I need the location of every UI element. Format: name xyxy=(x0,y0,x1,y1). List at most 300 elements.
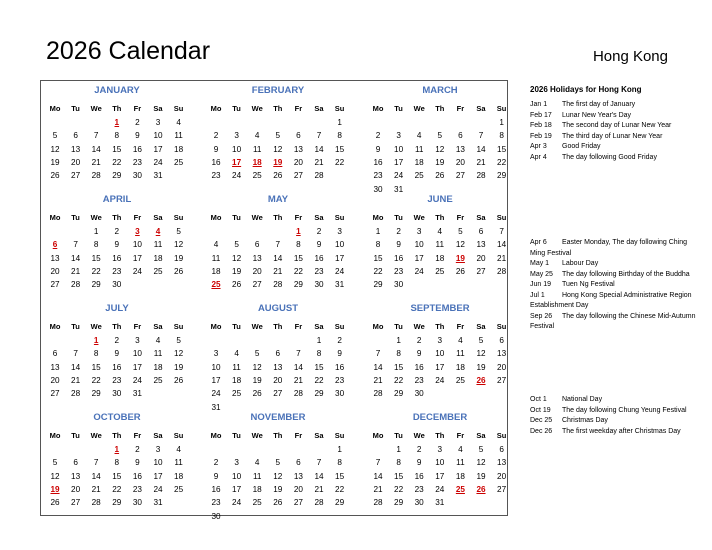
day-cell: 20 xyxy=(50,375,60,385)
day-cell: 30 xyxy=(112,389,122,399)
holiday-name: Lunar New Year's Day xyxy=(562,111,632,119)
day-cell: 2 xyxy=(114,336,120,345)
day-cell: 3 xyxy=(234,458,239,468)
day-cell: 30 xyxy=(112,280,122,290)
day-cell: 31 xyxy=(435,498,445,508)
day-cell: 29 xyxy=(91,389,101,399)
holiday-date: Dec 26 xyxy=(530,427,553,435)
holiday-group xyxy=(530,395,700,437)
day-cell: 7 xyxy=(73,349,78,359)
weekday-header: Th xyxy=(435,104,445,113)
day-cell: 22 xyxy=(293,266,303,276)
month-name: FEBRUARY xyxy=(251,85,305,96)
day-cell: 18 xyxy=(252,484,262,494)
day-cell: 4 xyxy=(234,349,239,359)
day-cell: 4 xyxy=(437,227,443,236)
day-cell: 11 xyxy=(174,131,183,141)
day-cell: 22 xyxy=(335,484,345,494)
day-cell: 13 xyxy=(252,253,262,263)
day-cell: 21 xyxy=(91,484,101,494)
day-cell: 21 xyxy=(476,157,486,167)
day-cell: 6 xyxy=(458,131,463,141)
day-cell: 16 xyxy=(211,484,221,494)
day-cell: 6 xyxy=(499,445,504,454)
holiday-day-cell: 19 xyxy=(455,253,465,263)
holiday-item xyxy=(530,100,700,111)
day-cell: 9 xyxy=(316,240,322,250)
day-cell: 15 xyxy=(112,144,122,154)
day-cell: 4 xyxy=(213,240,219,250)
day-cell: 2 xyxy=(396,227,401,236)
holiday-date: Oct 1 xyxy=(530,396,547,403)
day-cell: 18 xyxy=(414,157,424,167)
holiday-item xyxy=(530,238,700,259)
day-cell: 29 xyxy=(112,498,122,508)
weekday-header: Th xyxy=(273,213,283,222)
holiday-day-cell: 1 xyxy=(296,227,301,236)
day-cell: 25 xyxy=(232,389,242,399)
day-cell: 19 xyxy=(273,484,283,494)
day-cell: 9 xyxy=(416,458,422,468)
day-cell: 13 xyxy=(50,362,60,372)
day-cell: 8 xyxy=(396,349,401,359)
day-cell: 18 xyxy=(435,253,445,263)
month-name: APRIL xyxy=(102,194,132,205)
weekday-header: Su xyxy=(173,322,184,331)
day-cell: 22 xyxy=(91,266,101,276)
day-cell: 6 xyxy=(254,240,260,250)
day-cell: 15 xyxy=(497,144,507,154)
day-cell: 3 xyxy=(416,227,422,236)
day-cell: 26 xyxy=(174,266,184,276)
day-cell: 11 xyxy=(456,349,465,359)
day-cell: 20 xyxy=(293,484,303,494)
day-cell: 5 xyxy=(478,336,484,345)
day-cell: 8 xyxy=(296,240,301,250)
day-cell: 8 xyxy=(499,131,504,141)
day-cell: 24 xyxy=(132,375,142,385)
weekday-header: We xyxy=(251,104,263,113)
day-cell: 23 xyxy=(112,266,122,276)
day-cell: 25 xyxy=(435,266,445,276)
weekday-header: We xyxy=(413,431,425,440)
day-cell: 3 xyxy=(437,445,443,454)
day-cell: 14 xyxy=(314,471,324,481)
holiday-item xyxy=(530,416,700,427)
day-cell: 13 xyxy=(273,362,283,372)
holiday-day-cell: 18 xyxy=(252,157,262,167)
day-cell: 25 xyxy=(153,375,163,385)
day-cell: 22 xyxy=(373,266,383,276)
day-cell: 6 xyxy=(296,131,301,141)
month-name: JULY xyxy=(105,303,129,314)
day-cell: 17 xyxy=(394,157,404,167)
holiday-day-cell: 25 xyxy=(455,484,465,494)
day-cell: 4 xyxy=(176,118,181,127)
weekday-header: Mo xyxy=(210,213,222,222)
day-cell: 7 xyxy=(73,240,78,250)
holiday-name: The day following the Chinese Mid-Autumn Festival xyxy=(530,312,696,330)
holidays-title: 2026 Holidays for Hong Kong xyxy=(530,85,642,94)
day-cell: 21 xyxy=(373,484,383,494)
holiday-item xyxy=(530,111,700,122)
day-cell: 3 xyxy=(135,336,140,345)
day-cell: 25 xyxy=(455,375,465,385)
day-cell: 13 xyxy=(497,458,507,468)
weekday-header: Mo xyxy=(210,431,222,440)
weekday-header: Tu xyxy=(394,431,403,440)
holiday-item xyxy=(530,121,700,132)
day-cell: 1 xyxy=(396,336,401,345)
day-cell: 12 xyxy=(174,349,184,359)
day-cell: 14 xyxy=(373,362,383,372)
day-cell: 9 xyxy=(396,240,401,250)
day-cell: 24 xyxy=(153,484,163,494)
day-cell: 3 xyxy=(396,131,401,141)
holiday-name: Christmas Day xyxy=(562,417,608,424)
day-cell: 10 xyxy=(211,362,221,372)
weekday-header: Th xyxy=(112,104,122,113)
day-cell: 14 xyxy=(91,144,101,154)
day-cell: 26 xyxy=(174,375,184,385)
day-cell: 27 xyxy=(455,171,465,181)
weekday-header: Su xyxy=(496,104,507,113)
weekday-header: We xyxy=(413,104,425,113)
day-cell: 27 xyxy=(71,171,81,181)
holiday-date: May 25 xyxy=(530,270,553,278)
day-cell: 19 xyxy=(50,157,60,167)
day-cell: 20 xyxy=(497,362,507,372)
holiday-name: National Day xyxy=(562,396,603,403)
day-cell: 28 xyxy=(91,171,101,181)
day-cell: 23 xyxy=(132,484,142,494)
day-cell: 22 xyxy=(394,484,404,494)
day-cell: 20 xyxy=(497,471,507,481)
day-cell: 17 xyxy=(335,253,345,263)
day-cell: 20 xyxy=(293,157,303,167)
day-cell: 27 xyxy=(476,266,486,276)
day-cell: 12 xyxy=(455,240,465,250)
day-cell: 18 xyxy=(174,471,184,481)
weekday-header: Fr xyxy=(133,213,142,222)
weekday-header: Tu xyxy=(232,104,241,113)
day-cell: 30 xyxy=(314,280,324,290)
day-cell: 30 xyxy=(373,184,383,194)
weekday-header: Mo xyxy=(49,322,61,331)
day-cell: 30 xyxy=(335,389,345,399)
holiday-date: Sep 26 xyxy=(530,312,553,320)
weekday-header: Su xyxy=(496,431,507,440)
holiday-date: Jan 1 xyxy=(530,101,548,108)
weekday-header: We xyxy=(90,213,102,222)
day-cell: 28 xyxy=(71,389,81,399)
day-cell: 9 xyxy=(114,349,120,359)
weekday-header: Sa xyxy=(153,104,163,113)
day-cell: 23 xyxy=(414,375,424,385)
day-cell: 24 xyxy=(435,375,445,385)
day-cell: 10 xyxy=(232,471,242,481)
holiday-name: The day following Chung Yeung Festival xyxy=(562,406,687,414)
day-cell: 21 xyxy=(314,484,324,494)
day-cell: 11 xyxy=(153,349,163,359)
day-cell: 23 xyxy=(211,498,221,508)
holiday-name: The first day of January xyxy=(562,101,636,108)
weekday-header: Su xyxy=(334,104,345,113)
day-cell: 19 xyxy=(252,375,262,385)
day-cell: 6 xyxy=(73,458,78,468)
weekday-header: Mo xyxy=(372,322,384,331)
weekday-header: Fr xyxy=(294,322,303,331)
day-cell: 19 xyxy=(435,157,445,167)
day-cell: 1 xyxy=(316,336,322,345)
day-cell: 24 xyxy=(414,266,424,276)
day-cell: 18 xyxy=(232,375,242,385)
day-cell: 9 xyxy=(416,349,422,359)
day-cell: 3 xyxy=(155,118,161,127)
day-cell: 8 xyxy=(316,349,322,359)
day-cell: 16 xyxy=(132,144,142,154)
day-cell: 10 xyxy=(232,144,242,154)
day-cell: 31 xyxy=(394,184,404,194)
day-cell: 25 xyxy=(174,157,184,167)
day-cell: 7 xyxy=(375,458,381,468)
day-cell: 18 xyxy=(153,253,163,263)
day-cell: 17 xyxy=(211,375,221,385)
day-cell: 30 xyxy=(394,280,404,290)
day-cell: 12 xyxy=(273,471,283,481)
weekday-header: Su xyxy=(173,431,184,440)
weekday-header: Sa xyxy=(153,322,163,331)
weekday-header: Fr xyxy=(294,431,303,440)
day-cell: 6 xyxy=(296,458,301,468)
day-cell: 14 xyxy=(497,240,507,250)
day-cell: 26 xyxy=(50,171,60,181)
holiday-name: Good Friday xyxy=(562,143,601,150)
weekday-header: We xyxy=(251,431,263,440)
day-cell: 1 xyxy=(337,445,342,454)
day-cell: 5 xyxy=(478,445,484,454)
day-cell: 9 xyxy=(135,131,140,141)
day-cell: 11 xyxy=(211,253,221,263)
day-cell: 20 xyxy=(71,157,81,167)
day-cell: 11 xyxy=(252,144,262,154)
day-cell: 19 xyxy=(476,471,486,481)
day-cell: 6 xyxy=(73,131,78,141)
day-cell: 21 xyxy=(314,157,324,167)
day-cell: 27 xyxy=(497,484,507,494)
day-cell: 5 xyxy=(52,458,58,468)
day-cell: 15 xyxy=(373,253,383,263)
day-cell: 5 xyxy=(176,336,181,345)
day-cell: 9 xyxy=(337,349,342,359)
day-cell: 16 xyxy=(112,362,122,372)
weekday-header: Su xyxy=(173,104,184,113)
day-cell: 26 xyxy=(455,266,465,276)
holiday-day-cell: 26 xyxy=(476,375,486,385)
day-cell: 17 xyxy=(132,362,142,372)
day-cell: 7 xyxy=(499,227,504,236)
weekday-header: Sa xyxy=(314,104,324,113)
day-cell: 28 xyxy=(497,266,507,276)
holiday-name: The day following Good Friday xyxy=(562,153,657,161)
day-cell: 14 xyxy=(71,253,81,263)
day-cell: 29 xyxy=(394,389,404,399)
day-cell: 20 xyxy=(71,484,81,494)
weekday-header: Mo xyxy=(49,431,61,440)
weekday-header: Su xyxy=(496,213,507,222)
day-cell: 29 xyxy=(112,171,122,181)
holiday-date: Dec 25 xyxy=(530,417,553,424)
day-cell: 14 xyxy=(373,471,383,481)
holiday-day-cell: 1 xyxy=(114,445,120,454)
day-cell: 27 xyxy=(497,375,507,385)
holiday-group xyxy=(530,238,700,333)
weekday-header: Fr xyxy=(294,104,303,113)
weekday-header: Su xyxy=(334,213,345,222)
day-cell: 5 xyxy=(254,349,260,359)
day-cell: 23 xyxy=(394,266,404,276)
day-cell: 17 xyxy=(153,471,163,481)
day-cell: 9 xyxy=(114,240,120,250)
holiday-item xyxy=(530,395,700,406)
holiday-date: Jun 19 xyxy=(530,281,552,288)
month-name: MARCH xyxy=(422,85,458,96)
day-cell: 16 xyxy=(414,362,424,372)
day-cell: 12 xyxy=(435,144,445,154)
day-cell: 12 xyxy=(252,362,262,372)
weekday-header: Tu xyxy=(71,104,80,113)
day-cell: 5 xyxy=(275,131,281,141)
holiday-item xyxy=(530,132,700,143)
month-name: DECEMBER xyxy=(412,412,468,423)
day-cell: 25 xyxy=(252,498,262,508)
day-cell: 10 xyxy=(153,458,163,468)
month-name: SEPTEMBER xyxy=(410,303,470,314)
weekday-header: Fr xyxy=(456,213,465,222)
holiday-date: Feb 17 xyxy=(530,111,552,119)
day-cell: 17 xyxy=(435,362,445,372)
day-cell: 24 xyxy=(153,157,163,167)
weekday-header: Fr xyxy=(133,431,142,440)
day-cell: 9 xyxy=(375,144,381,154)
weekday-header: Sa xyxy=(476,213,486,222)
day-cell: 27 xyxy=(50,280,60,290)
month-name: OCTOBER xyxy=(93,412,141,423)
day-cell: 20 xyxy=(50,266,60,276)
day-cell: 22 xyxy=(314,375,324,385)
day-cell: 21 xyxy=(373,375,383,385)
day-cell: 10 xyxy=(132,240,142,250)
day-cell: 17 xyxy=(435,471,445,481)
day-cell: 9 xyxy=(135,458,140,468)
day-cell: 28 xyxy=(476,171,486,181)
weekday-header: We xyxy=(90,104,102,113)
weekday-header: We xyxy=(413,322,425,331)
weekday-header: Su xyxy=(173,213,184,222)
holiday-date: Feb 18 xyxy=(530,122,552,129)
day-cell: 10 xyxy=(132,349,142,359)
day-cell: 28 xyxy=(273,280,283,290)
day-cell: 7 xyxy=(478,131,484,141)
day-cell: 7 xyxy=(375,349,381,359)
weekday-header: Th xyxy=(273,431,283,440)
day-cell: 30 xyxy=(132,171,142,181)
day-cell: 24 xyxy=(335,266,345,276)
day-cell: 12 xyxy=(476,458,486,468)
weekday-header: Th xyxy=(273,322,283,331)
day-cell: 21 xyxy=(293,375,303,385)
day-cell: 15 xyxy=(394,471,404,481)
day-cell: 23 xyxy=(414,484,424,494)
day-cell: 17 xyxy=(232,484,242,494)
day-cell: 26 xyxy=(273,171,283,181)
day-cell: 6 xyxy=(52,349,58,359)
weekday-header: Tu xyxy=(71,213,80,222)
day-cell: 27 xyxy=(273,389,283,399)
day-cell: 29 xyxy=(373,280,383,290)
day-cell: 23 xyxy=(314,266,324,276)
holiday-date: Apr 4 xyxy=(530,153,547,161)
weekday-header: Tu xyxy=(232,322,241,331)
day-cell: 19 xyxy=(174,253,184,263)
day-cell: 10 xyxy=(414,240,424,250)
day-cell: 30 xyxy=(414,389,424,399)
day-cell: 2 xyxy=(316,227,322,236)
day-cell: 13 xyxy=(455,144,465,154)
day-cell: 10 xyxy=(435,349,445,359)
holiday-item xyxy=(530,427,700,438)
day-cell: 20 xyxy=(273,375,283,385)
day-cell: 16 xyxy=(314,253,324,263)
holiday-date: May 1 xyxy=(530,260,550,267)
holiday-day-cell: 26 xyxy=(476,484,486,494)
day-cell: 15 xyxy=(293,253,303,263)
weekday-header: Fr xyxy=(456,104,465,113)
day-cell: 16 xyxy=(414,471,424,481)
month-name: MAY xyxy=(267,194,289,205)
holiday-name: The second day of Lunar New Year xyxy=(562,122,672,129)
weekday-header: Sa xyxy=(476,104,486,113)
holiday-name: Tuen Ng Festival xyxy=(562,281,615,288)
day-cell: 5 xyxy=(234,240,239,250)
day-cell: 13 xyxy=(293,471,303,481)
holiday-item xyxy=(530,291,700,312)
day-cell: 22 xyxy=(497,157,507,167)
day-cell: 2 xyxy=(213,131,219,141)
holiday-name: Hong Kong Special Administrative Region Establishment Day xyxy=(530,291,692,309)
day-cell: 13 xyxy=(476,240,486,250)
day-cell: 7 xyxy=(316,458,322,468)
holiday-name: Easter Monday, The day following Ching Ming Festival xyxy=(530,239,688,257)
day-cell: 31 xyxy=(132,389,142,399)
holiday-name: The first weekday after Christmas Day xyxy=(562,427,681,435)
day-cell: 12 xyxy=(50,471,60,481)
holiday-day-cell: 1 xyxy=(114,118,120,127)
day-cell: 8 xyxy=(93,240,99,250)
day-cell: 26 xyxy=(50,498,60,508)
weekday-header: Tu xyxy=(71,431,80,440)
day-cell: 8 xyxy=(114,458,120,468)
day-cell: 15 xyxy=(91,253,101,263)
day-cell: 23 xyxy=(211,171,221,181)
holiday-date: Apr 6 xyxy=(530,239,547,246)
day-cell: 16 xyxy=(394,253,404,263)
day-cell: 27 xyxy=(50,389,60,399)
day-cell: 2 xyxy=(135,118,140,127)
day-cell: 21 xyxy=(91,157,101,167)
weekday-header: We xyxy=(90,322,102,331)
holiday-name: The day following Birthday of the Buddha xyxy=(562,270,690,278)
